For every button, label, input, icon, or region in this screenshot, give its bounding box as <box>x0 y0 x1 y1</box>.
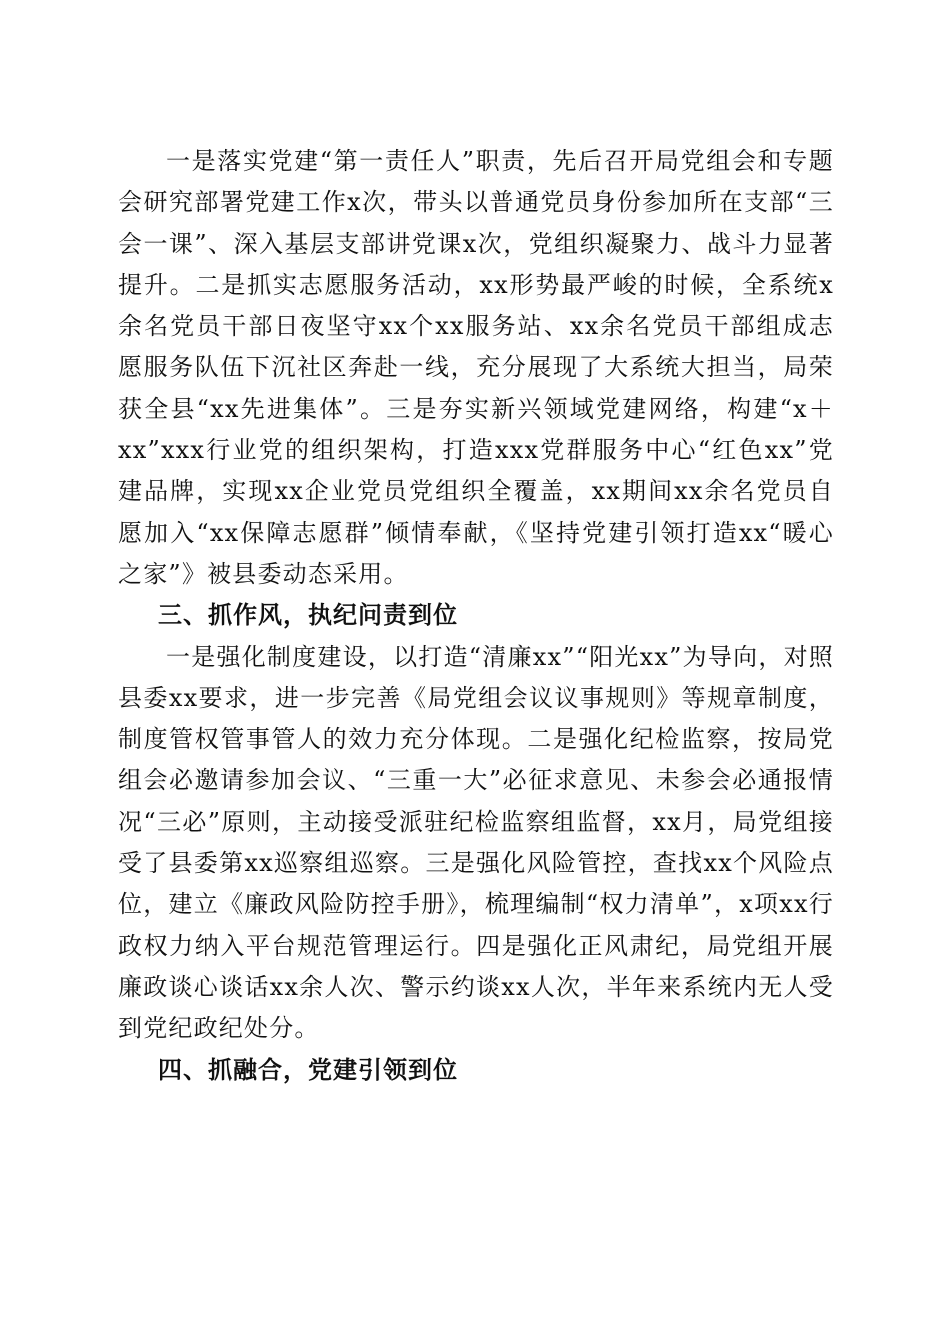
body-paragraph: 一是落实党建“第一责任人”职责，先后召开局党组会和专题会研究部署党建工作x次，带头以普通党员身份参加所在支部“三会一课”、深入基层支部讲党课x次，党组织凝聚力、战斗力显著提升。二是抓实志愿服务活动，xx形势最严峻的时候，全系统x余名党员干部日夜坚守xx个xx服务站、xx余名党员干部组成志愿服务队伍下沉社区奔赴一线，充分展现了大系统大担当，局荣获全县“xx先进集体”。三是夯实新兴领域党建网络，构建“x＋xx”xxx行业党的组织架构，打造xxx党群服务中心“红色xx”党建品牌，实现xx企业党员党组织全覆盖，xx期间xx余名党员自愿加入“xx保障志愿群”倾情奉献，《坚持党建引领打造xx“暖心之家”》被县委动态采用。 <box>118 147 834 588</box>
body-paragraph: 一是强化制度建设，以打造“清廉xx”“阳光xx”为导向，对照县委xx要求，进一步完善《局党组会议议事规则》等规章制度，制度管权管事管人的效力充分体现。二是强化纪检监察，按局党组会必邀请参加会议、“三重一大”必征求意见、未参会必通报情况“三必”原则，主动接受派驻纪检监察组监督，xx月，局党组接受了县委第xx巡察组巡察。三是强化风险管控，查找xx个风险点位，建立《廉政风险防控手册》，梳理编制“权力清单”，x项xx行政权力纳入平台规范管理运行。四是强化正风肃纪，局党组开展廉政谈心谈话xx余人次、警示约谈xx人次，半年来系统内无人受到党纪政纪处分。 <box>118 642 834 1043</box>
section-heading: 四、抓融合，党建引领到位 <box>158 1055 458 1084</box>
section-heading: 三、抓作风，执纪问责到位 <box>158 601 458 630</box>
document-page <box>118 141 834 1091</box>
